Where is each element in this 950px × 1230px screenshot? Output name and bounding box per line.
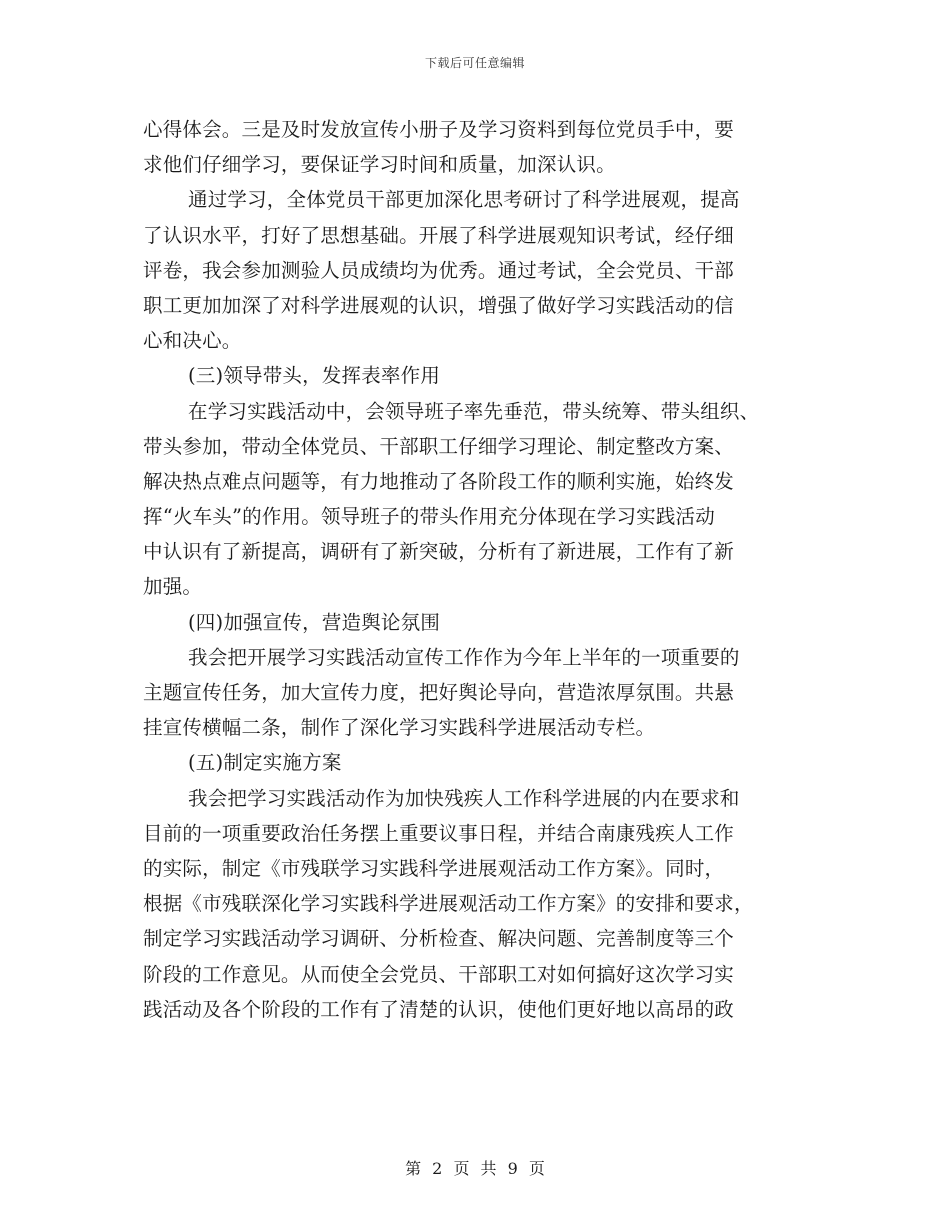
text-line: 解决热点难点问题等，有力地推动了各阶段工作的顺利实施，始终发 [143, 469, 735, 493]
text-line: 我会把学习实践活动作为加快残疾人工作科学进展的内在要求和 [188, 786, 740, 810]
text-line: 根据《市残联深化学习实践科学进展观活动工作方案》的安排和要求， [143, 892, 754, 916]
text-line: 主题宣传任务，加大宣传力度，把好舆论导向，营造浓厚氛围。共悬 [143, 681, 735, 704]
page-number-footer: 第 2 页 共 9 页 [405, 1159, 545, 1178]
text-line: 践活动及各个阶段的工作有了清楚的认识，使他们更好地以高昂的政 [143, 997, 735, 1021]
text-line: 求他们仔细学习，要保证学习时间和质量，加深认识。 [143, 153, 616, 177]
document-body [143, 112, 815, 1027]
text-line: 的实际，制定《市残联学习实践科学进展观活动工作方案》。同时， [143, 856, 725, 880]
text-line: 制定学习实践活动学习调研、分析检查、解决问题、完善制度等三个 [143, 927, 735, 951]
text-line: (五)制定实施方案 [188, 751, 342, 775]
text-line: 评卷，我会参加测验人员成绩均为优秀。通过考试，全会党员、干部 [143, 258, 735, 282]
text-line: 通过学习，全体党员干部更加深化思考研讨了科学进展观，提高 [188, 188, 740, 212]
page-header: 下载后可任意编辑 [424, 56, 525, 70]
text-line: (三)领导带头，发挥表率作用 [188, 364, 441, 388]
text-line: 加强。 [143, 575, 203, 599]
text-line: 我会把开展学习实践活动宣传工作作为今年上半年的一项重要的 [188, 645, 740, 669]
text-line: 在学习实践活动中，会领导班子率先垂范，带头统筹、带头组织、 [188, 399, 760, 423]
text-line: 中认识有了新提高，调研有了新突破，分析有了新进展，工作有了新 [143, 540, 735, 564]
text-line: 了认识水平，打好了思想基础。开展了科学进展观知识考试，经仔细 [143, 223, 735, 247]
text-line: 带头参加，带动全体党员、干部职工仔细学习理论、制定整改方案、 [143, 434, 735, 458]
text-line: 挥“火车头”的作用。领导班子的带头作用充分体现在学习实践活动 [143, 505, 715, 529]
text-line: (四)加强宣传，营造舆论氛围 [188, 610, 441, 634]
text-line: 心和决心。 [143, 329, 242, 353]
text-line: 心得体会。三是及时发放宣传小册子及学习资料到每位党员手中，要 [143, 118, 735, 141]
text-line: 挂宣传横幅二条，制作了深化学习实践科学进展活动专栏。 [143, 716, 656, 740]
text-line: 职工更加加深了对科学进展观的认识，增强了做好学习实践活动的信 [143, 293, 735, 317]
text-line: 阶段的工作意见。从而使全会党员、干部职工对如何搞好这次学习实 [143, 962, 735, 986]
text-line: 目前的一项重要政治任务摆上重要议事日程，并结合南康残疾人工作 [143, 821, 735, 845]
